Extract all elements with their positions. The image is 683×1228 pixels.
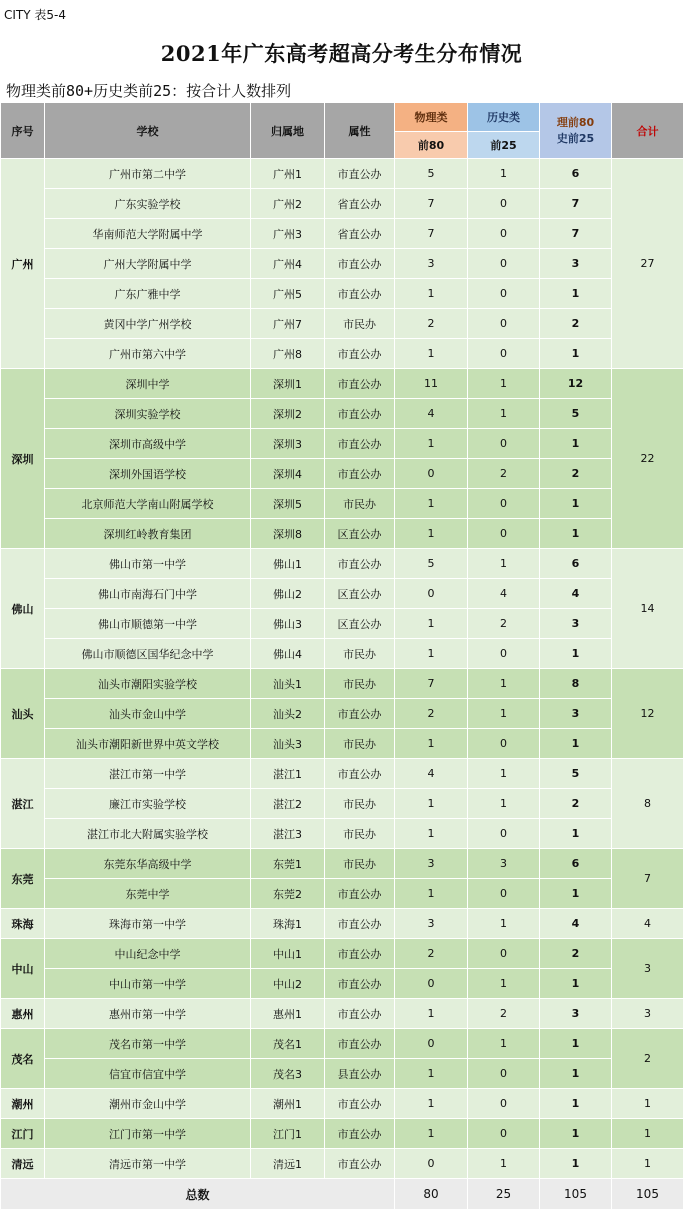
school-cell: 深圳实验学校 xyxy=(45,399,251,429)
table-row xyxy=(1,339,683,369)
history-count-cell: 1 xyxy=(468,549,540,579)
belong-cell: 茂名3 xyxy=(251,1059,325,1089)
history-count-cell: 0 xyxy=(468,939,540,969)
school-cell: 汕头市潮阳新世界中英文学校 xyxy=(45,729,251,759)
attr-cell: 市直公办 xyxy=(325,279,395,309)
city-total-cell: 4 xyxy=(612,909,683,939)
attr-cell: 市直公办 xyxy=(325,1089,395,1119)
combined-count-cell: 6 xyxy=(540,549,612,579)
distribution-table xyxy=(0,102,683,1210)
city-total-cell: 3 xyxy=(612,939,683,999)
col-header-school: 学校 xyxy=(45,103,251,159)
physics-count-cell: 1 xyxy=(395,429,468,459)
city-cell: 江门 xyxy=(1,1119,45,1149)
attr-cell: 市民办 xyxy=(325,669,395,699)
school-cell: 广州市第六中学 xyxy=(45,339,251,369)
physics-count-cell: 3 xyxy=(395,909,468,939)
combined-count-cell: 8 xyxy=(540,669,612,699)
history-count-cell: 0 xyxy=(468,219,540,249)
city-cell: 中山 xyxy=(1,939,45,999)
table-row xyxy=(1,849,683,879)
attr-cell: 市直公办 xyxy=(325,999,395,1029)
combined-count-cell: 3 xyxy=(540,999,612,1029)
combined-count-cell: 2 xyxy=(540,459,612,489)
physics-count-cell: 0 xyxy=(395,579,468,609)
table-row xyxy=(1,1149,683,1179)
history-count-cell: 1 xyxy=(468,699,540,729)
belong-cell: 中山2 xyxy=(251,969,325,999)
totals-history: 25 xyxy=(468,1179,540,1210)
combined-count-cell: 1 xyxy=(540,879,612,909)
school-cell: 珠海市第一中学 xyxy=(45,909,251,939)
belong-cell: 惠州1 xyxy=(251,999,325,1029)
belong-cell: 汕头2 xyxy=(251,699,325,729)
attr-cell: 市直公办 xyxy=(325,459,395,489)
school-cell: 东莞中学 xyxy=(45,879,251,909)
history-count-cell: 0 xyxy=(468,189,540,219)
combined-count-cell: 7 xyxy=(540,189,612,219)
school-cell: 东莞东华高级中学 xyxy=(45,849,251,879)
school-cell: 佛山市顺德区国华纪念中学 xyxy=(45,639,251,669)
school-cell: 茂名市第一中学 xyxy=(45,1029,251,1059)
belong-cell: 广州1 xyxy=(251,159,325,189)
school-cell: 廉江市实验学校 xyxy=(45,789,251,819)
belong-cell: 汕头3 xyxy=(251,729,325,759)
attr-cell: 市直公办 xyxy=(325,429,395,459)
combined-count-cell: 1 xyxy=(540,429,612,459)
physics-count-cell: 4 xyxy=(395,759,468,789)
belong-cell: 东莞1 xyxy=(251,849,325,879)
belong-cell: 广州8 xyxy=(251,339,325,369)
attr-cell: 市民办 xyxy=(325,819,395,849)
table-row xyxy=(1,699,683,729)
col-header-history-sub: 前25 xyxy=(468,132,540,159)
combined-count-cell: 1 xyxy=(540,729,612,759)
combined-count-cell: 1 xyxy=(540,1089,612,1119)
physics-count-cell: 1 xyxy=(395,1089,468,1119)
history-count-cell: 1 xyxy=(468,1149,540,1179)
physics-count-cell: 0 xyxy=(395,969,468,999)
attr-cell: 市直公办 xyxy=(325,939,395,969)
history-count-cell: 0 xyxy=(468,309,540,339)
school-cell: 湛江市第一中学 xyxy=(45,759,251,789)
school-cell: 惠州市第一中学 xyxy=(45,999,251,1029)
attr-cell: 市民办 xyxy=(325,309,395,339)
history-count-cell: 2 xyxy=(468,999,540,1029)
attr-cell: 市民办 xyxy=(325,489,395,519)
physics-count-cell: 1 xyxy=(395,639,468,669)
school-cell: 广州市第二中学 xyxy=(45,159,251,189)
school-cell: 深圳中学 xyxy=(45,369,251,399)
physics-count-cell: 1 xyxy=(395,339,468,369)
school-cell: 佛山市顺德第一中学 xyxy=(45,609,251,639)
combined-count-cell: 1 xyxy=(540,279,612,309)
physics-count-cell: 1 xyxy=(395,879,468,909)
physics-count-cell: 0 xyxy=(395,1149,468,1179)
page-title: 2021年广东高考超高分考生分布情况 xyxy=(160,41,523,66)
physics-count-cell: 7 xyxy=(395,669,468,699)
city-total-cell: 14 xyxy=(612,549,683,669)
school-cell: 广州大学附属中学 xyxy=(45,249,251,279)
history-count-cell: 1 xyxy=(468,789,540,819)
history-count-cell: 1 xyxy=(468,399,540,429)
belong-cell: 珠海1 xyxy=(251,909,325,939)
school-cell: 中山纪念中学 xyxy=(45,939,251,969)
totals-combined: 105 xyxy=(540,1179,612,1210)
school-cell: 江门市第一中学 xyxy=(45,1119,251,1149)
history-count-cell: 0 xyxy=(468,279,540,309)
combined-count-cell: 1 xyxy=(540,1029,612,1059)
attr-cell: 市直公办 xyxy=(325,759,395,789)
combined-count-cell: 1 xyxy=(540,639,612,669)
belong-cell: 深圳5 xyxy=(251,489,325,519)
physics-count-cell: 0 xyxy=(395,459,468,489)
table-row xyxy=(1,639,683,669)
attr-cell: 市民办 xyxy=(325,639,395,669)
history-count-cell: 0 xyxy=(468,429,540,459)
col-header-belong: 归属地 xyxy=(251,103,325,159)
physics-count-cell: 1 xyxy=(395,489,468,519)
attr-cell: 省直公办 xyxy=(325,219,395,249)
col-header-seq: 序号 xyxy=(1,103,45,159)
history-count-cell: 0 xyxy=(468,1089,540,1119)
attr-cell: 县直公办 xyxy=(325,1059,395,1089)
attr-cell: 市民办 xyxy=(325,729,395,759)
table-row xyxy=(1,609,683,639)
combined-count-cell: 5 xyxy=(540,399,612,429)
combined-count-cell: 3 xyxy=(540,249,612,279)
combined-count-cell: 1 xyxy=(540,819,612,849)
physics-count-cell: 3 xyxy=(395,249,468,279)
table-row xyxy=(1,909,683,939)
school-cell: 中山市第一中学 xyxy=(45,969,251,999)
physics-count-cell: 1 xyxy=(395,279,468,309)
table-row xyxy=(1,549,683,579)
belong-cell: 汕头1 xyxy=(251,669,325,699)
school-cell: 深圳市高级中学 xyxy=(45,429,251,459)
table-row xyxy=(1,1059,683,1089)
belong-cell: 佛山3 xyxy=(251,609,325,639)
belong-cell: 东莞2 xyxy=(251,879,325,909)
table-row xyxy=(1,1089,683,1119)
totals-physics: 80 xyxy=(395,1179,468,1210)
col-header-combined xyxy=(540,103,612,159)
attr-cell: 市直公办 xyxy=(325,399,395,429)
combined-count-cell: 1 xyxy=(540,1149,612,1179)
belong-cell: 深圳2 xyxy=(251,399,325,429)
city-cell: 清远 xyxy=(1,1149,45,1179)
combined-count-cell: 6 xyxy=(540,849,612,879)
attr-cell: 市直公办 xyxy=(325,969,395,999)
belong-cell: 深圳1 xyxy=(251,369,325,399)
table-row xyxy=(1,489,683,519)
belong-cell: 深圳4 xyxy=(251,459,325,489)
combined-count-cell: 3 xyxy=(540,699,612,729)
history-count-cell: 1 xyxy=(468,1029,540,1059)
physics-count-cell: 1 xyxy=(395,819,468,849)
attr-cell: 市直公办 xyxy=(325,1149,395,1179)
city-total-cell: 1 xyxy=(612,1089,683,1119)
combined-count-cell: 4 xyxy=(540,579,612,609)
table-body xyxy=(1,159,683,1210)
history-count-cell: 0 xyxy=(468,639,540,669)
school-cell: 华南师范大学附属中学 xyxy=(45,219,251,249)
combined-count-cell: 1 xyxy=(540,969,612,999)
col-header-attr: 属性 xyxy=(325,103,395,159)
table-row xyxy=(1,159,683,189)
table-row xyxy=(1,189,683,219)
combined-count-cell: 12 xyxy=(540,369,612,399)
combined-count-cell: 1 xyxy=(540,339,612,369)
belong-cell: 深圳8 xyxy=(251,519,325,549)
history-count-cell: 2 xyxy=(468,459,540,489)
school-cell: 深圳外国语学校 xyxy=(45,459,251,489)
history-count-cell: 0 xyxy=(468,729,540,759)
combined-count-cell: 3 xyxy=(540,609,612,639)
physics-count-cell: 2 xyxy=(395,939,468,969)
history-count-cell: 0 xyxy=(468,339,540,369)
city-total-cell: 12 xyxy=(612,669,683,759)
history-count-cell: 1 xyxy=(468,759,540,789)
table-row xyxy=(1,219,683,249)
totals-total: 105 xyxy=(612,1179,683,1210)
school-cell: 广东广雅中学 xyxy=(45,279,251,309)
history-count-cell: 0 xyxy=(468,489,540,519)
col-header-physics-sub: 前80 xyxy=(395,132,468,159)
table-row xyxy=(1,459,683,489)
school-cell: 汕头市金山中学 xyxy=(45,699,251,729)
corner-label: CITY 表5-4 xyxy=(4,8,66,22)
table-row xyxy=(1,429,683,459)
attr-cell: 市直公办 xyxy=(325,369,395,399)
history-count-cell: 1 xyxy=(468,909,540,939)
totals-label: 总数 xyxy=(1,1179,395,1210)
physics-count-cell: 1 xyxy=(395,609,468,639)
physics-count-cell: 1 xyxy=(395,789,468,819)
school-cell: 佛山市第一中学 xyxy=(45,549,251,579)
belong-cell: 中山1 xyxy=(251,939,325,969)
attr-cell: 市直公办 xyxy=(325,159,395,189)
table-row xyxy=(1,969,683,999)
table-row xyxy=(1,729,683,759)
physics-count-cell: 1 xyxy=(395,729,468,759)
history-count-cell: 0 xyxy=(468,1119,540,1149)
combined-count-cell: 2 xyxy=(540,789,612,819)
school-cell: 深圳红岭教育集团 xyxy=(45,519,251,549)
school-cell: 广东实验学校 xyxy=(45,189,251,219)
attr-cell: 区直公办 xyxy=(325,609,395,639)
attr-cell: 市直公办 xyxy=(325,249,395,279)
belong-cell: 深圳3 xyxy=(251,429,325,459)
city-total-cell: 22 xyxy=(612,369,683,549)
belong-cell: 广州2 xyxy=(251,189,325,219)
city-cell: 佛山 xyxy=(1,549,45,669)
belong-cell: 广州5 xyxy=(251,279,325,309)
totals-row xyxy=(1,1179,683,1210)
combined-count-cell: 2 xyxy=(540,939,612,969)
table-row xyxy=(1,879,683,909)
table-row xyxy=(1,309,683,339)
belong-cell: 潮州1 xyxy=(251,1089,325,1119)
history-count-cell: 1 xyxy=(468,159,540,189)
attr-cell: 区直公办 xyxy=(325,579,395,609)
combined-count-cell: 1 xyxy=(540,1119,612,1149)
combined-count-cell: 6 xyxy=(540,159,612,189)
history-count-cell: 1 xyxy=(468,969,540,999)
col-header-total: 合计 xyxy=(612,103,683,159)
header-row-top xyxy=(1,103,683,132)
city-cell: 茂名 xyxy=(1,1029,45,1089)
city-total-cell: 2 xyxy=(612,1029,683,1089)
physics-count-cell: 1 xyxy=(395,519,468,549)
table-row xyxy=(1,399,683,429)
physics-count-cell: 7 xyxy=(395,189,468,219)
combined-count-cell: 4 xyxy=(540,909,612,939)
combined-count-cell: 1 xyxy=(540,1059,612,1089)
attr-cell: 市直公办 xyxy=(325,879,395,909)
col-header-history: 历史类 xyxy=(468,103,540,132)
school-cell: 北京师范大学南山附属学校 xyxy=(45,489,251,519)
belong-cell: 清远1 xyxy=(251,1149,325,1179)
table-row xyxy=(1,579,683,609)
combined-count-cell: 2 xyxy=(540,309,612,339)
table-row xyxy=(1,369,683,399)
history-count-cell: 1 xyxy=(468,369,540,399)
school-cell: 汕头市潮阳实验学校 xyxy=(45,669,251,699)
table-row xyxy=(1,999,683,1029)
table-row xyxy=(1,519,683,549)
city-cell: 潮州 xyxy=(1,1089,45,1119)
physics-count-cell: 5 xyxy=(395,549,468,579)
physics-count-cell: 1 xyxy=(395,1119,468,1149)
history-count-cell: 0 xyxy=(468,519,540,549)
history-count-cell: 1 xyxy=(468,669,540,699)
attr-cell: 市直公办 xyxy=(325,339,395,369)
table-row xyxy=(1,1119,683,1149)
belong-cell: 佛山2 xyxy=(251,579,325,609)
belong-cell: 湛江1 xyxy=(251,759,325,789)
school-cell: 潮州市金山中学 xyxy=(45,1089,251,1119)
belong-cell: 湛江2 xyxy=(251,789,325,819)
history-count-cell: 0 xyxy=(468,879,540,909)
belong-cell: 佛山4 xyxy=(251,639,325,669)
page-subtitle: 物理类前80+历史类前25：按合计人数排列 xyxy=(6,82,292,100)
city-cell: 东莞 xyxy=(1,849,45,909)
physics-count-cell: 2 xyxy=(395,699,468,729)
combined-count-cell: 5 xyxy=(540,759,612,789)
history-count-cell: 0 xyxy=(468,249,540,279)
history-count-cell: 4 xyxy=(468,579,540,609)
belong-cell: 茂名1 xyxy=(251,1029,325,1059)
belong-cell: 广州4 xyxy=(251,249,325,279)
belong-cell: 佛山1 xyxy=(251,549,325,579)
city-total-cell: 8 xyxy=(612,759,683,849)
school-cell: 黄冈中学广州学校 xyxy=(45,309,251,339)
physics-count-cell: 1 xyxy=(395,999,468,1029)
city-total-cell: 1 xyxy=(612,1149,683,1179)
physics-count-cell: 0 xyxy=(395,1029,468,1059)
history-count-cell: 0 xyxy=(468,1059,540,1089)
table-row xyxy=(1,1029,683,1059)
attr-cell: 市直公办 xyxy=(325,549,395,579)
table-row xyxy=(1,939,683,969)
table-row xyxy=(1,819,683,849)
school-cell: 信宜市信宜中学 xyxy=(45,1059,251,1089)
physics-count-cell: 4 xyxy=(395,399,468,429)
attr-cell: 市直公办 xyxy=(325,1119,395,1149)
table-row xyxy=(1,279,683,309)
history-count-cell: 0 xyxy=(468,819,540,849)
city-cell: 广州 xyxy=(1,159,45,369)
history-count-cell: 3 xyxy=(468,849,540,879)
belong-cell: 广州7 xyxy=(251,309,325,339)
physics-count-cell: 5 xyxy=(395,159,468,189)
city-total-cell: 27 xyxy=(612,159,683,369)
physics-count-cell: 1 xyxy=(395,1059,468,1089)
attr-cell: 市直公办 xyxy=(325,1029,395,1059)
attr-cell: 市民办 xyxy=(325,849,395,879)
physics-count-cell: 3 xyxy=(395,849,468,879)
combined-count-cell: 1 xyxy=(540,519,612,549)
belong-cell: 湛江3 xyxy=(251,819,325,849)
col-header-combined-line2: 史前25 xyxy=(556,131,595,145)
city-cell: 惠州 xyxy=(1,999,45,1029)
city-total-cell: 7 xyxy=(612,849,683,909)
physics-count-cell: 2 xyxy=(395,309,468,339)
table-row xyxy=(1,669,683,699)
city-total-cell: 1 xyxy=(612,1119,683,1149)
table-row xyxy=(1,249,683,279)
attr-cell: 市民办 xyxy=(325,789,395,819)
physics-count-cell: 11 xyxy=(395,369,468,399)
table-row xyxy=(1,759,683,789)
table-row xyxy=(1,789,683,819)
city-cell: 深圳 xyxy=(1,369,45,549)
attr-cell: 省直公办 xyxy=(325,189,395,219)
belong-cell: 广州3 xyxy=(251,219,325,249)
city-cell: 珠海 xyxy=(1,909,45,939)
combined-count-cell: 1 xyxy=(540,489,612,519)
city-cell: 湛江 xyxy=(1,759,45,849)
city-total-cell: 3 xyxy=(612,999,683,1029)
attr-cell: 区直公办 xyxy=(325,519,395,549)
attr-cell: 市直公办 xyxy=(325,699,395,729)
col-header-physics: 物理类 xyxy=(395,103,468,132)
physics-count-cell: 7 xyxy=(395,219,468,249)
history-count-cell: 2 xyxy=(468,609,540,639)
combined-count-cell: 7 xyxy=(540,219,612,249)
belong-cell: 江门1 xyxy=(251,1119,325,1149)
school-cell: 湛江市北大附属实验学校 xyxy=(45,819,251,849)
school-cell: 佛山市南海石门中学 xyxy=(45,579,251,609)
col-header-combined-line1: 理前80 xyxy=(556,116,595,130)
city-cell: 汕头 xyxy=(1,669,45,759)
school-cell: 清远市第一中学 xyxy=(45,1149,251,1179)
attr-cell: 市直公办 xyxy=(325,909,395,939)
